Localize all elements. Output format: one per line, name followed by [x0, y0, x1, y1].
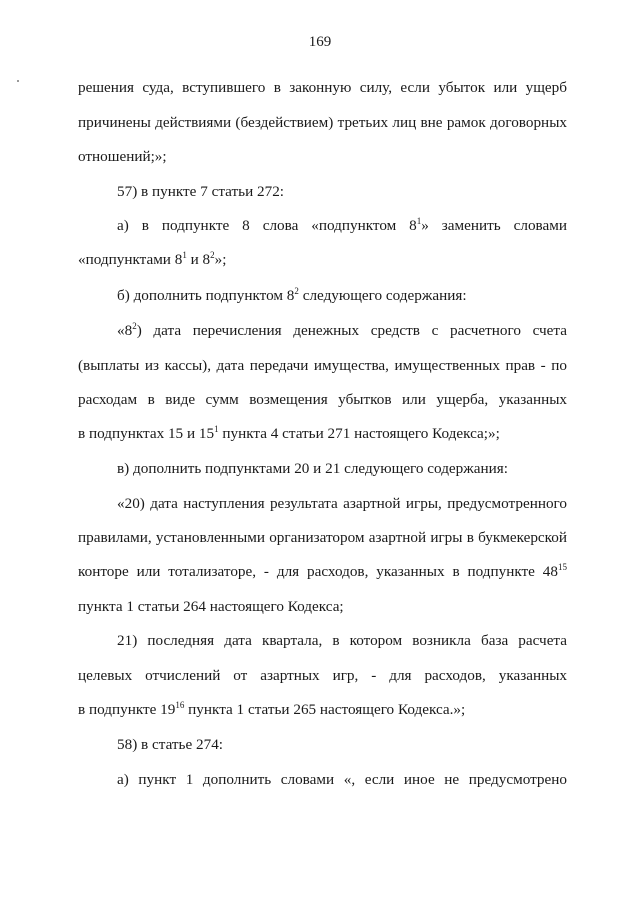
text-line: целевых отчислений от азартных игр, - для расходов, указанных [78, 667, 567, 684]
text-line: пункта 1 статьи 264 настоящего Кодекса; [78, 598, 344, 615]
scan-artifact [17, 80, 19, 82]
text-line: в) дополнить подпунктами 20 и 21 следующего содержания: [117, 460, 508, 477]
text-line: причинены действиями (бездействием) третьих лиц вне рамок договорных [78, 114, 567, 131]
text-line: «20) дата наступления результата азартной игры, предусмотренного [117, 495, 567, 512]
text-line: 57) в пункте 7 статьи 272: [117, 183, 285, 200]
text-line: 58) в статье 274: [117, 736, 224, 753]
text-line: в подпунктах 15 и $15^1$ пункта 4 статьи 271 настоящего Кодекса;»; [78, 424, 500, 442]
text-line: (выплаты из кассы), дата передачи имущества, имущественных прав - по [78, 357, 567, 374]
text-line: в подпункте $19^{16}$ пункта 1 статьи 265 настоящего Кодекса.»; [78, 700, 466, 718]
text-line: конторе или тотализаторе, - для расходов, указанных в подпункте $48^{15}$ [78, 562, 567, 580]
text-line: 21) последняя дата квартала, в котором возникла база расчета [117, 632, 567, 649]
text-line: расходам в виде сумм возмещения убытков или ущерба, указанных [78, 391, 567, 408]
text-line: правилами, установленными организатором азартной игры в букмекерской [78, 529, 567, 546]
text-line: отношений;»; [78, 148, 167, 165]
text-line: «$8^2$) дата перечисления денежных средств с расчетного счета [117, 321, 567, 339]
text-line: б) дополнить подпунктом $8^2$ следующего содержания: [117, 286, 467, 304]
text-line: «подпунктами $8^1$ и $8^2$»; [78, 250, 227, 268]
page-number: 169 [308, 34, 332, 50]
text-line: а) пункт 1 дополнить словами «, если иное не предусмотрено [117, 771, 567, 788]
text-line: а) в подпункте 8 слова «подпунктом $8^1$» заменить словами [117, 216, 567, 234]
text-line: решения суда, вступившего в законную силу, если убыток или ущерб [78, 79, 567, 96]
